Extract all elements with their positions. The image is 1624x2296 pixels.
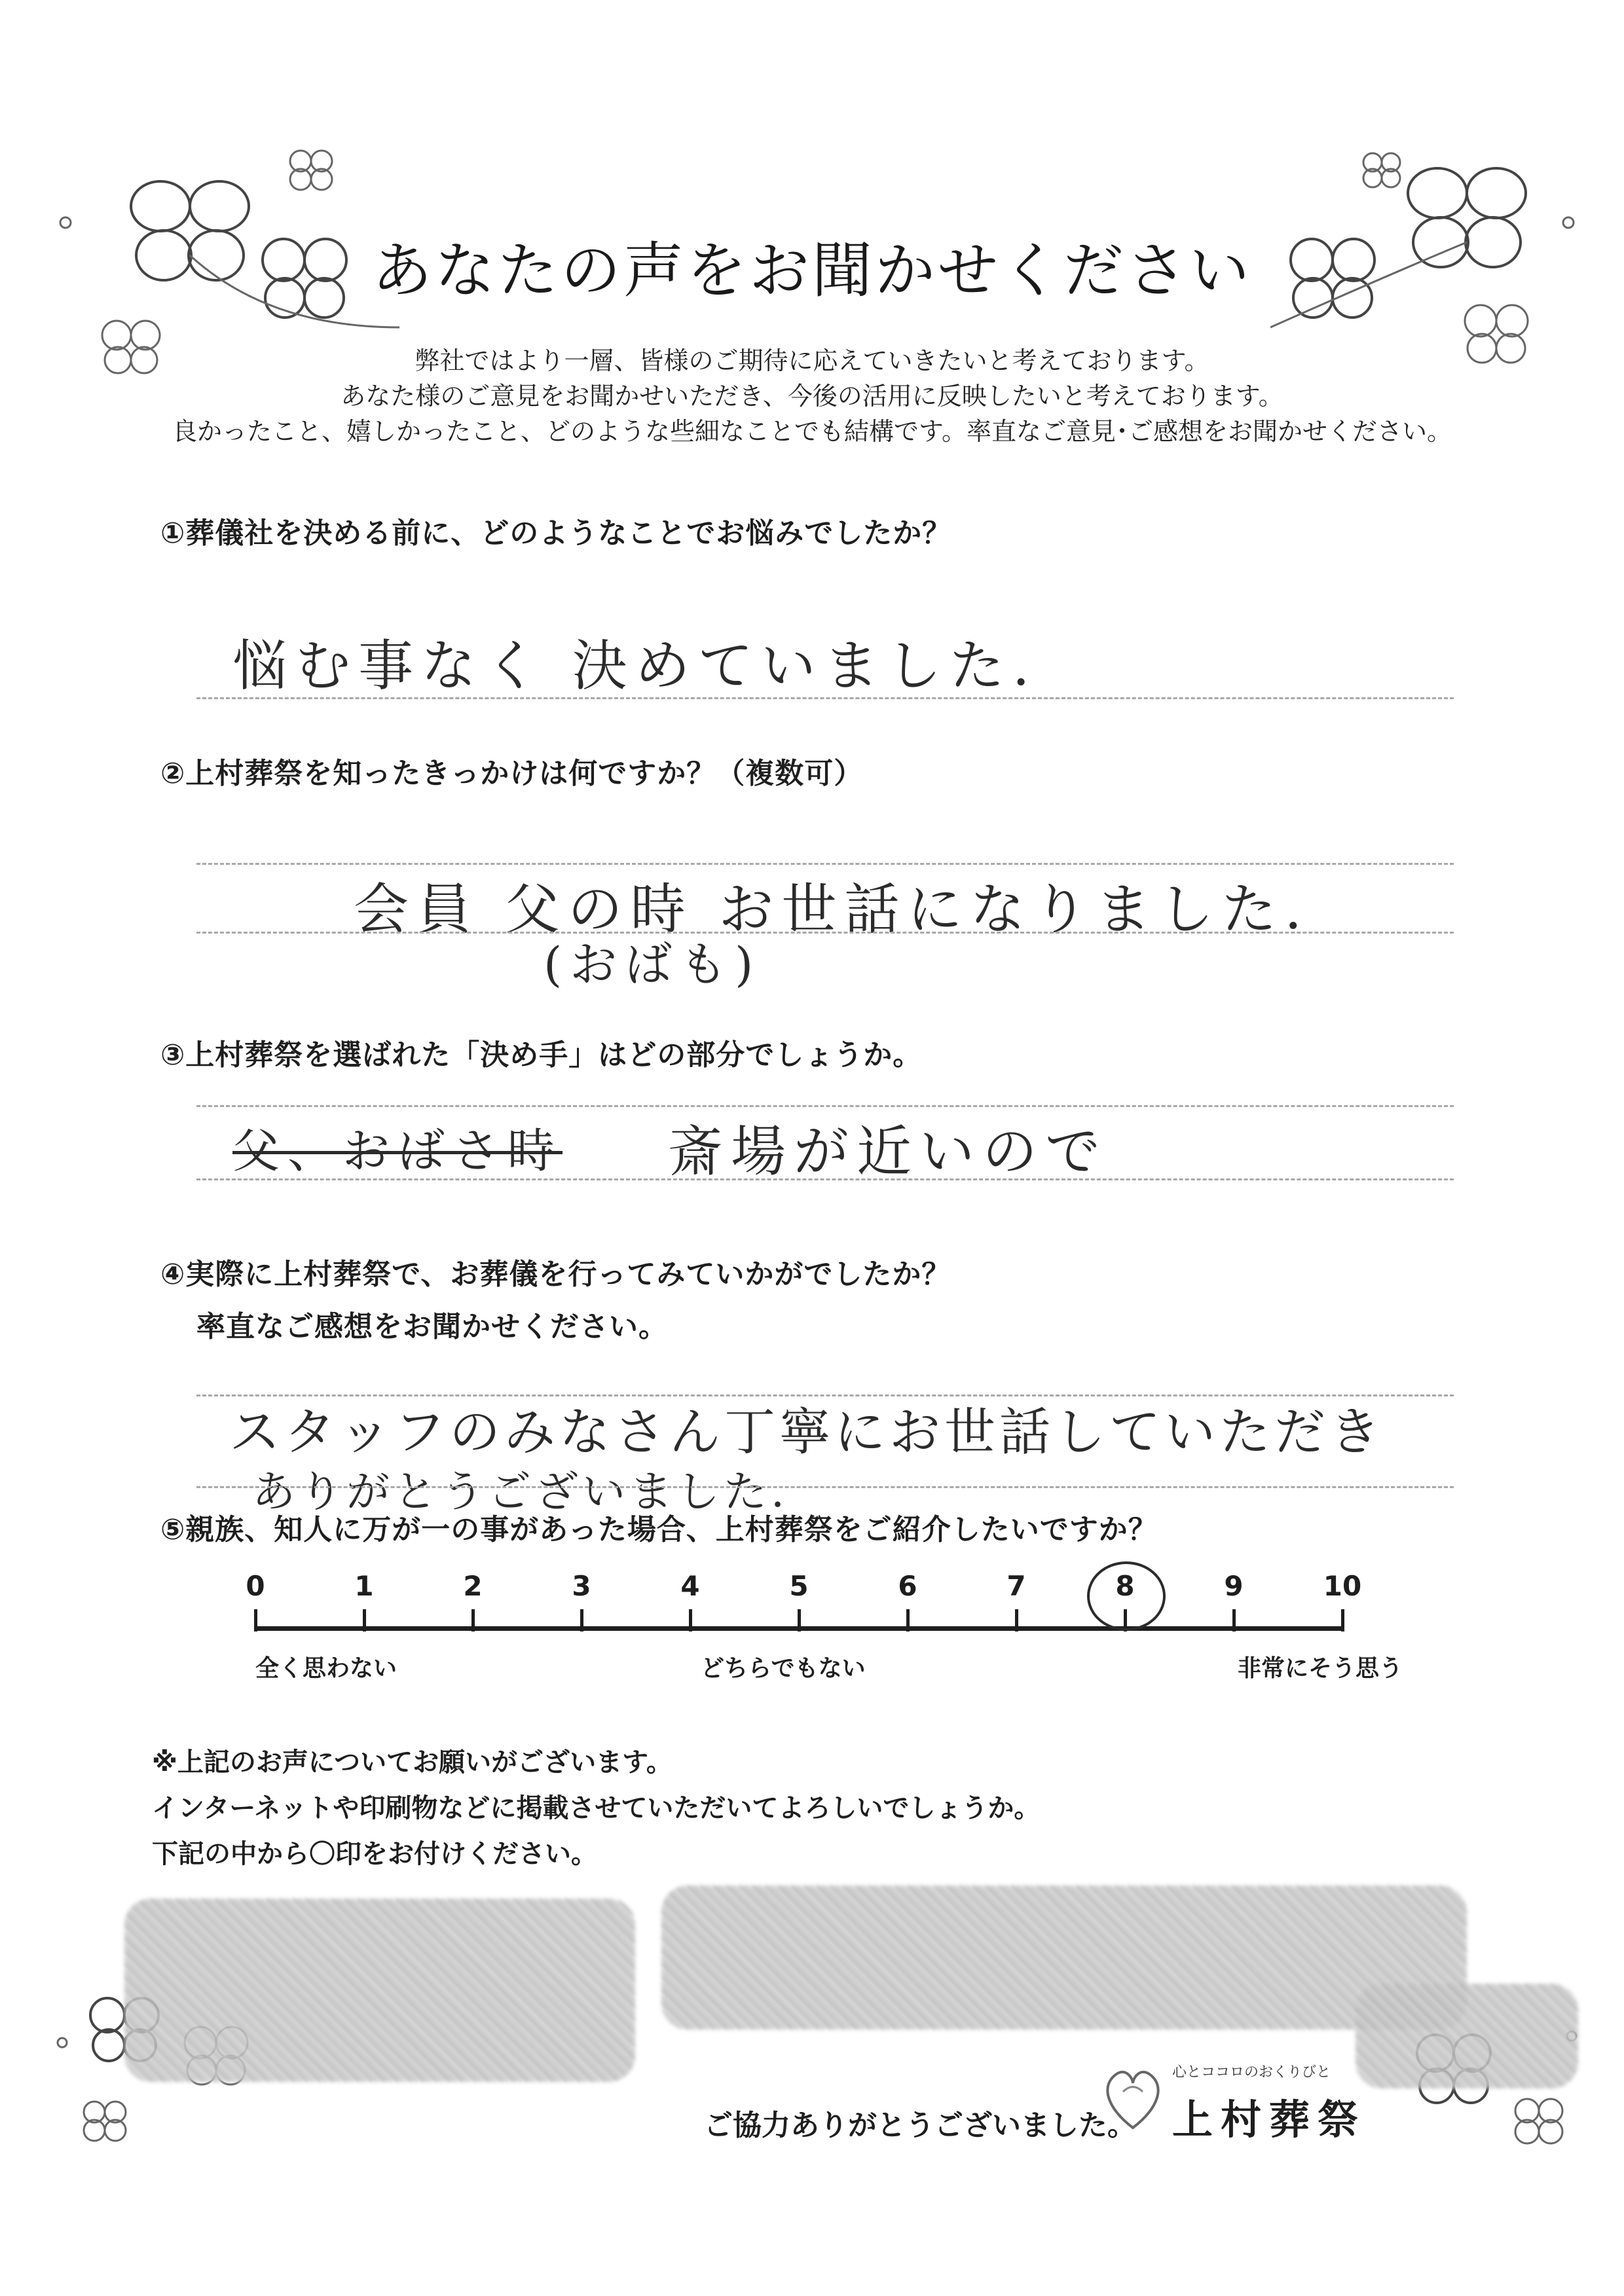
scale-number: 0 <box>246 1570 265 1602</box>
scale-number: 1 <box>354 1570 374 1602</box>
heart-logo-icon <box>1103 2062 1162 2134</box>
scale-label-mid: どちらでもない <box>701 1655 866 1682</box>
scale-number: 9 <box>1224 1570 1244 1602</box>
intro-line-1: 弊社ではより一層、皆様のご期待に応えていきたいと考えております。 <box>415 346 1209 375</box>
scale-number: 2 <box>463 1570 483 1602</box>
scale-tick <box>471 1609 475 1631</box>
page-title: あなたの声をお聞かせください <box>371 236 1252 306</box>
answer-rule-1 <box>196 697 1454 699</box>
redacted-area-left <box>124 1899 635 2082</box>
brand-tagline: 心とココロのおくりびと <box>1172 2064 1331 2081</box>
scale-tick <box>1015 1609 1018 1631</box>
thanks-text: ご協力ありがとうございました。 <box>704 2109 1136 2142</box>
intro-line-3: 良かったこと、嬉しかったこと、どのような些細なことでも結構です。率直なご意見･ご感想をお聞かせください。 <box>172 417 1452 446</box>
answer-4-line-2: ありがとうございました. <box>252 1467 788 1517</box>
scale-tick <box>798 1609 801 1631</box>
answer-4-line-1: スタッフのみなさん丁寧にお世話していただき <box>229 1403 1385 1462</box>
intro-line-2: あなた様のご意見をお聞かせいただき、今後の活用に反映したいと考えております。 <box>341 382 1283 410</box>
brand-name: 上村葬祭 <box>1172 2096 1367 2143</box>
answer-2-line-1: 会員 父の時 お世話になりました. <box>354 877 1310 941</box>
answer-rule-3b <box>196 1178 1454 1180</box>
notice-line-1: ※上記のお声についてお願いがございます。 <box>152 1747 673 1777</box>
scale-number: 5 <box>789 1570 809 1602</box>
answer-2-line-2: (おばも) <box>544 937 762 992</box>
answer-rule-3a <box>196 1105 1454 1107</box>
scale-number: 7 <box>1006 1570 1026 1602</box>
scale-tick <box>1232 1609 1236 1631</box>
redacted-area-right <box>661 1886 1467 2030</box>
scale-number: 10 <box>1323 1570 1362 1602</box>
scale-tick <box>254 1609 257 1631</box>
answer-1: 悩む事なく 決めていました. <box>232 634 1038 698</box>
answer-rule-2a <box>196 863 1454 865</box>
redacted-area-right-small <box>1356 1984 1578 2088</box>
notice-line-3: 下記の中から〇印をお付けください。 <box>152 1839 597 1869</box>
answer-rule-4b <box>196 1486 1454 1488</box>
scale-number: 3 <box>572 1570 591 1602</box>
scale-tick <box>906 1609 910 1631</box>
question-3: ③上村葬祭を選ばれた「決め手」はどの部分でしょうか。 <box>160 1038 923 1072</box>
scale-number: 4 <box>680 1570 700 1602</box>
scale-tick <box>1341 1609 1344 1631</box>
answer-3-struck: 父、おばさ時 <box>232 1123 563 1178</box>
rating-selected-circle <box>1087 1561 1166 1631</box>
question-1: ①葬儀社を決める前に、どのようなことでお悩みでしたか？ <box>160 517 952 550</box>
answer-rule-2b <box>196 932 1454 934</box>
scale-number: 8 <box>1115 1570 1135 1602</box>
scale-label-low: 全く思わない <box>255 1655 397 1682</box>
scale-tick <box>580 1609 583 1631</box>
answer-3: 斎場が近いので <box>668 1120 1109 1184</box>
question-4-line-1: ④実際に上村葬祭で、お葬儀を行ってみていかがでしたか？ <box>160 1258 951 1291</box>
question-5: ⑤親族、知人に万が一の事があった場合、上村葬祭をご紹介したいですか？ <box>160 1513 1158 1546</box>
notice-line-2: インターネットや印刷物などに掲載させていただいてよろしいでしょうか。 <box>152 1793 1041 1823</box>
scale-tick <box>363 1609 366 1631</box>
question-2: ②上村葬祭を知ったきっかけは何ですか？（複数可） <box>160 757 864 790</box>
question-4-line-2: 率直なご感想をお聞かせください。 <box>196 1310 668 1343</box>
scale-label-high: 非常にそう思う <box>1238 1655 1403 1682</box>
scale-tick <box>689 1609 692 1631</box>
scale-number: 6 <box>898 1570 917 1602</box>
